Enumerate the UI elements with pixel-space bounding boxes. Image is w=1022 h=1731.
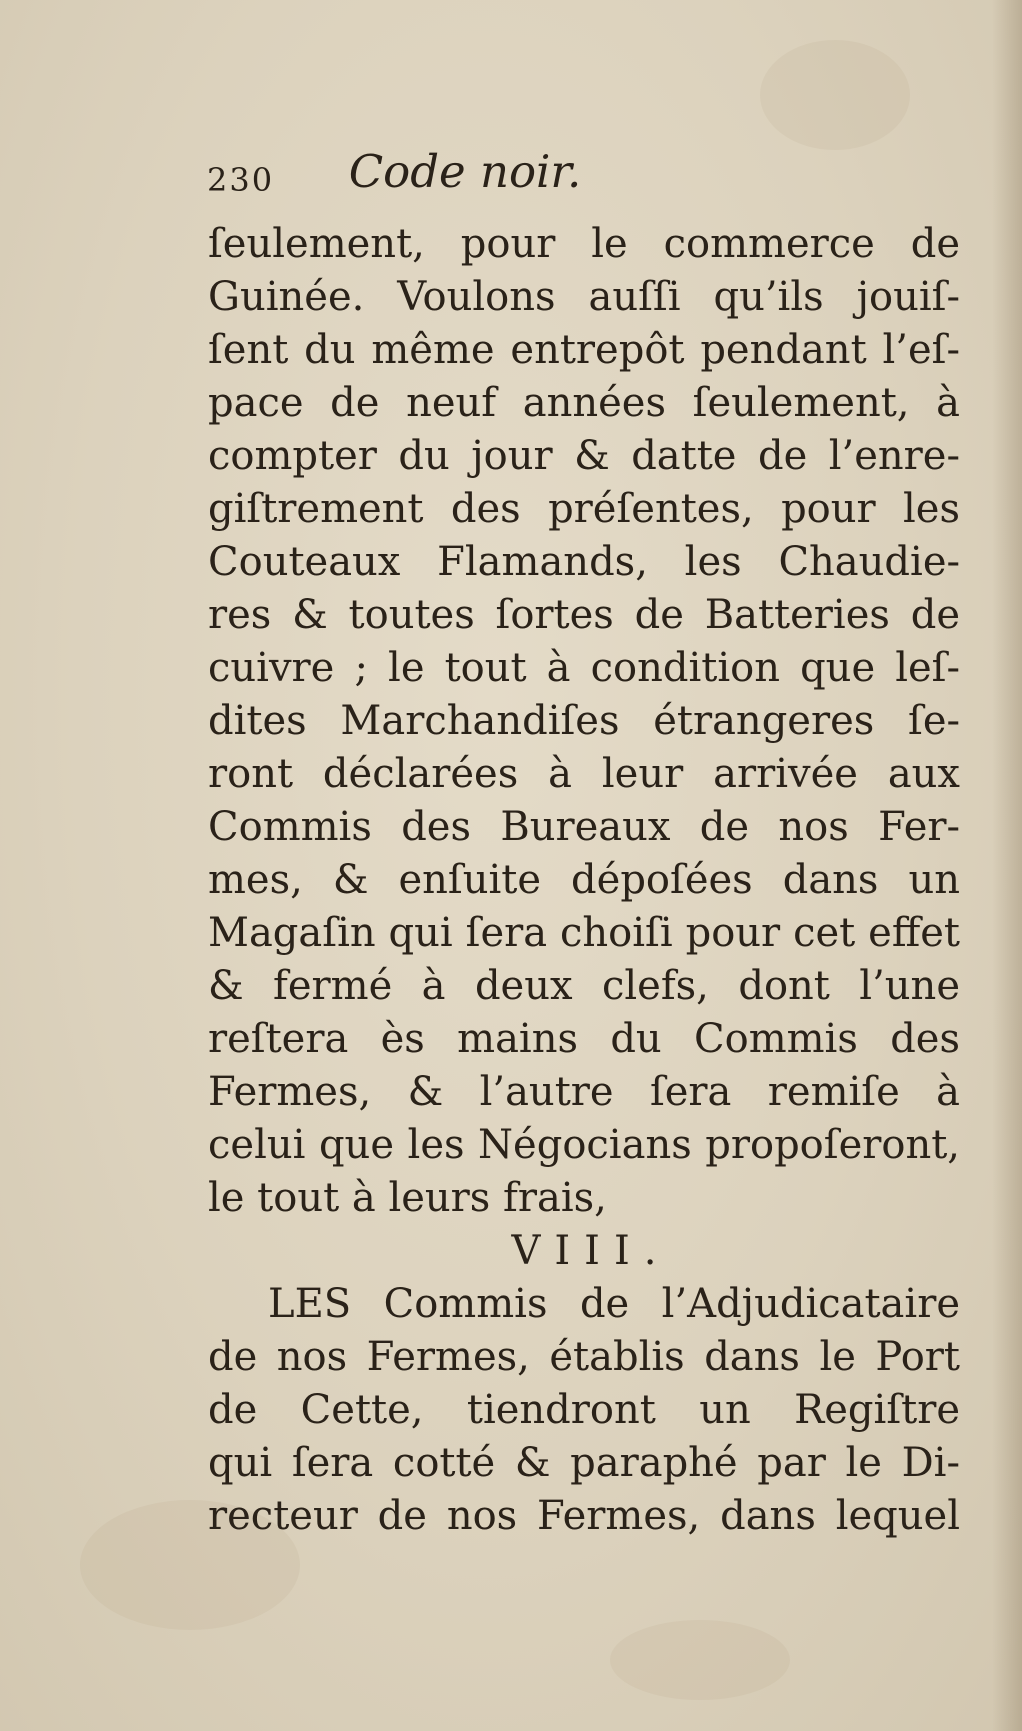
text-line: cuivre ; le tout à condition que leſ- xyxy=(208,645,960,691)
text-line: mes, & enſuite dépoſées dans un xyxy=(208,857,960,903)
page-text xyxy=(208,218,960,1543)
page-number: 230 xyxy=(207,161,275,199)
text-line: Guinée. Voulons auſſi qu’ils jouiſ- xyxy=(208,274,960,320)
running-title: Code noir. xyxy=(348,145,582,198)
text-line: Couteaux Flamands, les Chaudie- xyxy=(208,539,960,585)
text-line: pace de neuf années ſeulement, à xyxy=(208,380,960,426)
text-line: le tout à leurs frais, xyxy=(208,1175,607,1221)
text-line: Commis des Bureaux de nos Fer- xyxy=(208,804,960,850)
paper-stain xyxy=(760,40,910,150)
article-heading: VIII. xyxy=(511,1228,671,1274)
text-line: Fermes, & l’autre ſera remiſe à xyxy=(208,1069,960,1115)
text-line: LES Commis de l’Adjudicataire xyxy=(268,1281,960,1327)
text-line: reſtera ès mains du Commis des xyxy=(208,1016,960,1062)
text-line: ſent du même entrepôt pendant l’eſ- xyxy=(208,327,960,373)
page-edge-shadow xyxy=(992,0,1022,1731)
text-line: ſeulement, pour le commerce de xyxy=(208,221,960,267)
text-line: dites Marchandiſes étrangeres ſe- xyxy=(208,698,960,744)
text-line: ront déclarées à leur arrivée aux xyxy=(208,751,960,797)
text-line: giſtrement des préſentes, pour les xyxy=(208,486,960,532)
text-line: qui ſera cotté & paraphé par le Di- xyxy=(208,1440,960,1486)
text-line: de nos Fermes, établis dans le Port xyxy=(208,1334,960,1380)
text-line: compter du jour & datte de l’enre- xyxy=(208,433,960,479)
text-line: Magaſin qui ſera choiſi pour cet effet xyxy=(208,910,960,956)
paper-stain xyxy=(610,1620,790,1700)
text-line: & fermé à deux clefs, dont l’une xyxy=(208,963,960,1009)
text-line: de Cette, tiendront un Regiſtre xyxy=(208,1387,960,1433)
text-line: recteur de nos Fermes, dans lequel xyxy=(208,1493,960,1539)
text-line: celui que les Négocians propoſeront, xyxy=(208,1122,960,1168)
text-line: res & toutes ſortes de Batteries de xyxy=(208,592,960,638)
running-head xyxy=(207,145,582,205)
